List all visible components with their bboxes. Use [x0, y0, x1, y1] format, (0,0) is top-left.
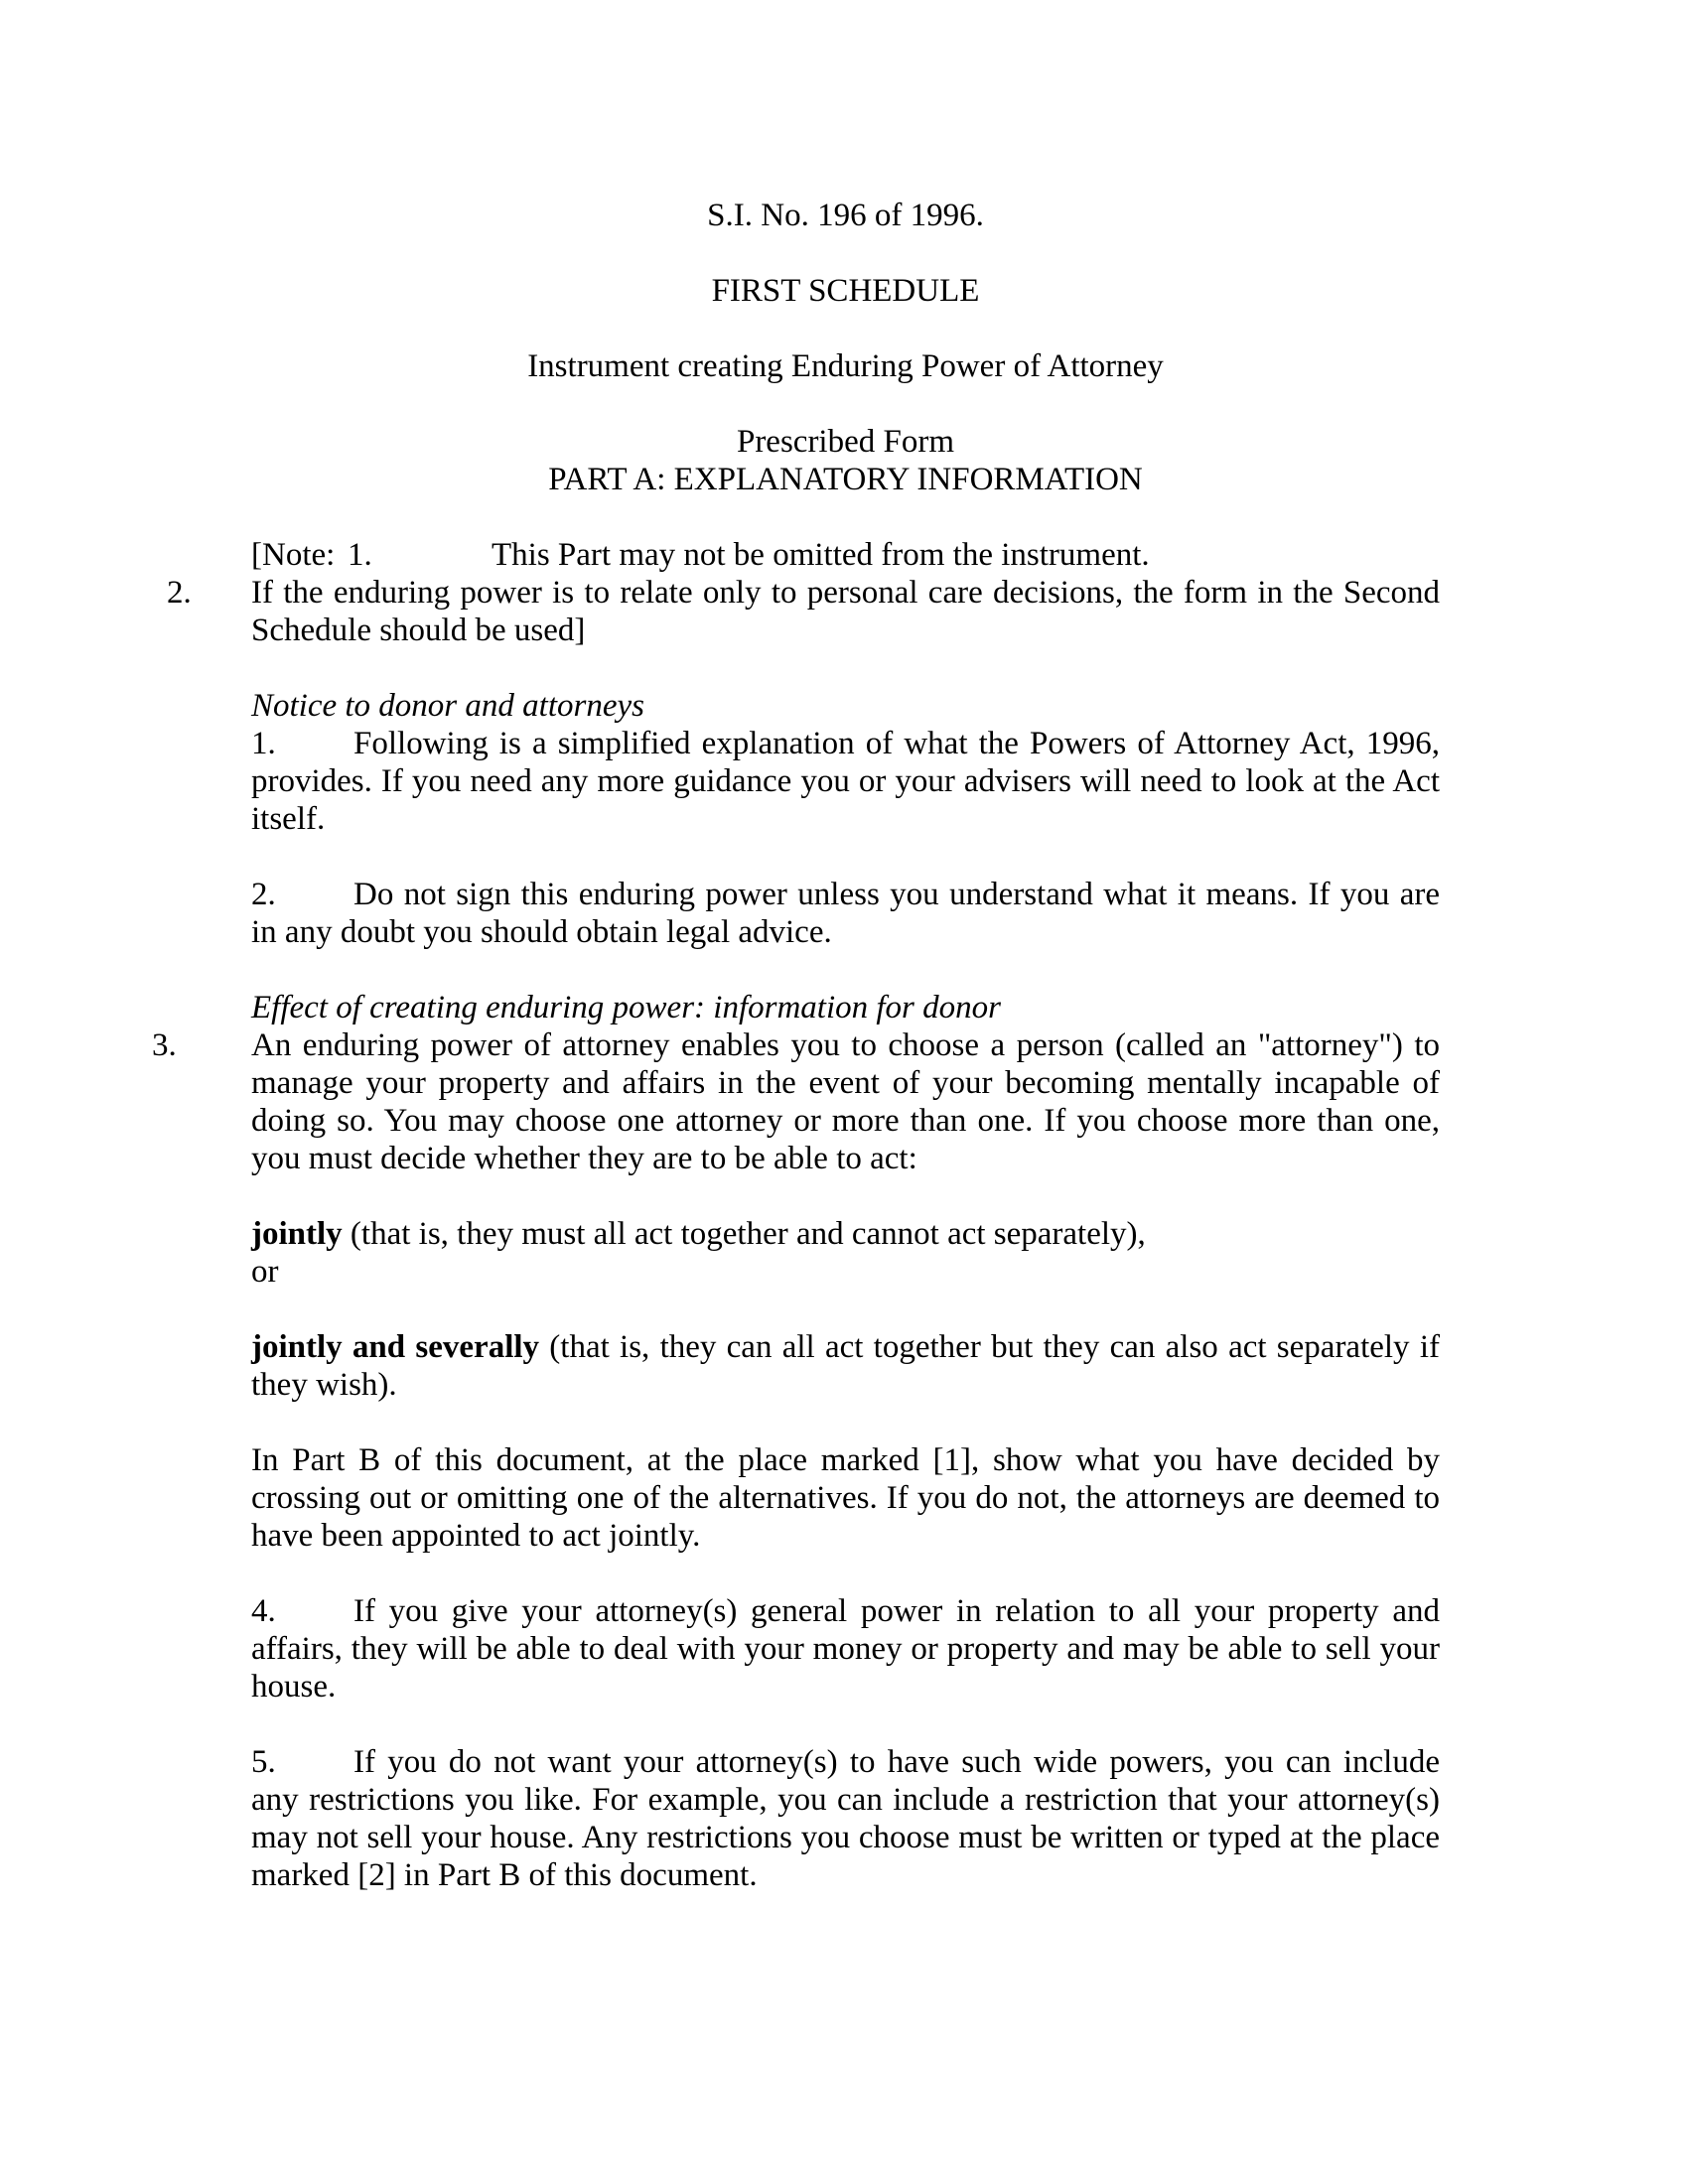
- paragraph-3: [152, 1026, 1440, 1177]
- note-label: [Note:: [251, 537, 336, 573]
- paragraph-2-text: Do not sign this enduring power unless you understand what it means. If you are in any doubt you should obtain legal advice.: [251, 877, 1440, 950]
- paragraph-5-number: 5.: [251, 1744, 276, 1780]
- paragraph-1-number: 1.: [251, 726, 276, 761]
- note-item-2: [167, 574, 1440, 649]
- note-item-2-number: 2.: [167, 575, 192, 611]
- schedule-title: FIRST SCHEDULE: [711, 273, 980, 309]
- paragraph-5: [251, 1743, 1440, 1894]
- notice-heading: Notice to donor and attorneys: [251, 688, 644, 724]
- jointly-severally-option: [251, 1328, 1440, 1404]
- note-item-1: [251, 536, 1440, 574]
- note-item-1-number: 1.: [348, 537, 372, 573]
- jointly-option: [251, 1215, 1440, 1253]
- or-line: or: [251, 1254, 279, 1290]
- paragraph-1-text: Following is a simplified explanation of what the Powers of Attorney Act, 1996, provides. If you need any more guidance you or your advisers will need to look at the Act itself.: [251, 726, 1440, 837]
- jointly-severally-keyword: jointly and severally: [251, 1329, 540, 1365]
- effect-heading: Effect of creating enduring power: information for donor: [251, 990, 1001, 1025]
- part-a-title: PART A: EXPLANATORY INFORMATION: [548, 462, 1143, 497]
- part-b-instruction: In Part B of this document, at the place marked [1], show what you have decided by crossing out or omitting one of the alternatives. If you do not, the attorneys are deemed to have been appointed to act jointly.: [251, 1442, 1440, 1554]
- paragraph-4-number: 4.: [251, 1593, 276, 1629]
- prescribed-form-title: Prescribed Form: [736, 424, 955, 460]
- paragraph-2-number: 2.: [251, 877, 276, 912]
- paragraph-1: [251, 725, 1440, 838]
- paragraph-3-number: 3.: [152, 1027, 177, 1063]
- note-item-2-text: If the enduring power is to relate only to personal care decisions, the form in the Second Schedule should be used]: [251, 575, 1440, 648]
- instrument-title: Instrument creating Enduring Power of Attorney: [527, 348, 1164, 384]
- jointly-severally-text: (that is, they can all act together but they can also act separately if they wish).: [251, 1329, 1440, 1403]
- jointly-option-keyword: jointly: [251, 1216, 343, 1252]
- paragraph-2: [251, 876, 1440, 951]
- si-number-title: S.I. No. 196 of 1996.: [707, 198, 984, 233]
- paragraph-3-text: An enduring power of attorney enables you to choose a person (called an "attorney") to manage your property and affairs in the event of your becoming mentally incapable of doing so. You may choose one attorney or more than one. If you choose more than one, you must decide whether they are to be able to act:: [251, 1027, 1440, 1176]
- paragraph-4-text: If you give your attorney(s) general power in relation to all your property and affairs, they will be able to deal with your money or property and may be able to sell your house.: [251, 1593, 1440, 1705]
- note-item-1-text: This Part may not be omitted from the instrument.: [492, 537, 1150, 573]
- jointly-option-text: (that is, they must all act together and cannot act separately),: [342, 1216, 1146, 1252]
- paragraph-4: [251, 1592, 1440, 1706]
- paragraph-5-text: If you do not want your attorney(s) to have such wide powers, you can include any restrictions you like. For example, you can include a restriction that your attorney(s) may not sell your house. Any restrictions you choose must be written or typed at the place marked [2] in Part B of this document.: [251, 1744, 1440, 1893]
